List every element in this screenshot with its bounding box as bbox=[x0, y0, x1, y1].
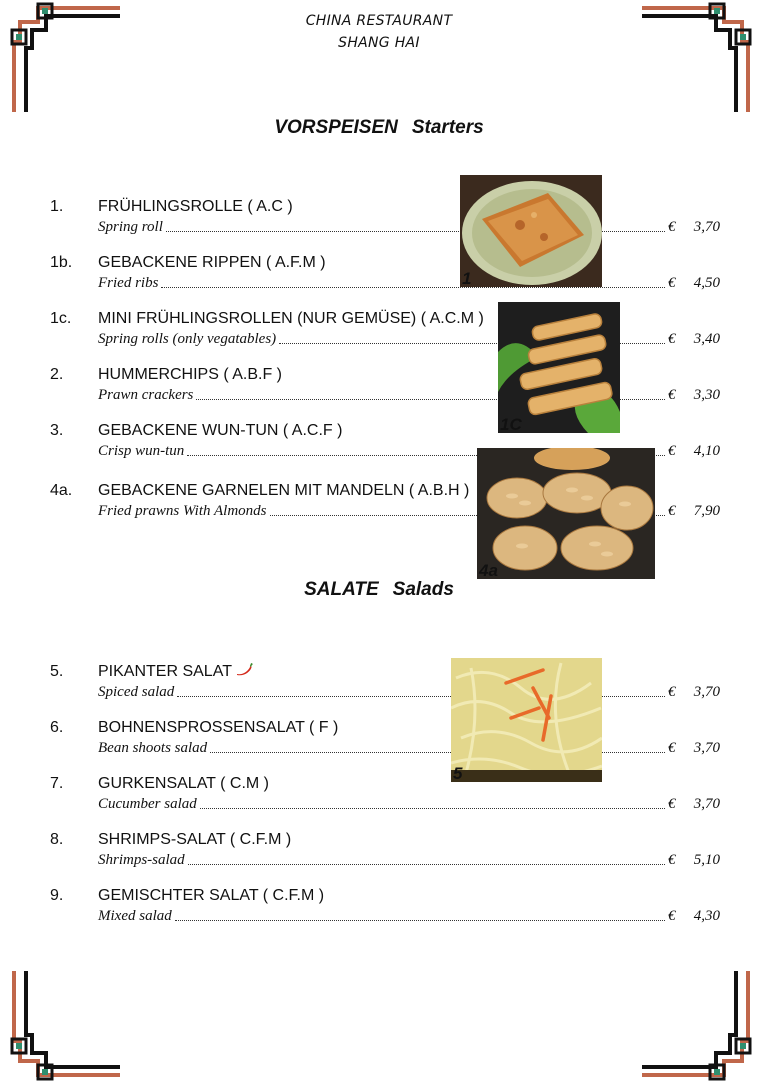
item-number: 5. bbox=[50, 663, 64, 680]
price-value: 3,70 bbox=[693, 219, 720, 235]
item-name-de: GEBACKENE GARNELEN MIT MANDELN ( A.B.H ) bbox=[98, 482, 470, 499]
item-name-de: GEBACKENE WUN-TUN ( A.C.F ) bbox=[98, 422, 343, 439]
photo-mini-spring-rolls bbox=[498, 302, 620, 433]
menu-item bbox=[50, 719, 720, 763]
dot-leader bbox=[188, 864, 665, 865]
price-value: 4,30 bbox=[693, 908, 720, 924]
currency-symbol: € bbox=[668, 852, 676, 868]
price-value: 4,10 bbox=[693, 443, 720, 459]
item-name-de-text: PIKANTER SALAT bbox=[98, 663, 232, 680]
item-number: 6. bbox=[50, 719, 64, 736]
menu-item bbox=[50, 775, 720, 819]
restaurant-name-line1: CHINA RESTAURANT bbox=[305, 13, 453, 29]
photo-fried-prawns bbox=[477, 448, 655, 579]
item-price bbox=[668, 740, 720, 757]
item-price bbox=[668, 331, 720, 348]
photo-label: 4a bbox=[479, 561, 498, 579]
item-price bbox=[668, 684, 720, 701]
currency-symbol: € bbox=[668, 908, 676, 924]
item-price bbox=[668, 908, 720, 925]
dot-leader bbox=[200, 808, 665, 809]
currency-symbol: € bbox=[668, 275, 676, 291]
item-name-de bbox=[98, 663, 253, 681]
item-price bbox=[668, 443, 720, 460]
menu-item bbox=[50, 254, 720, 298]
menu-item bbox=[50, 198, 720, 242]
item-name-en: Spiced salad bbox=[98, 684, 175, 700]
item-name-de: MINI FRÜHLINGSROLLEN (NUR GEMÜSE) ( A.C.M ) bbox=[98, 310, 484, 327]
item-name-en: Prawn crackers bbox=[98, 387, 194, 403]
mini-spring-rolls-image bbox=[498, 302, 620, 433]
item-name-en: Mixed salad bbox=[98, 908, 172, 924]
item-number: 9. bbox=[50, 887, 64, 904]
currency-symbol: € bbox=[668, 503, 676, 519]
price-value: 3,70 bbox=[693, 796, 720, 812]
item-number: 2. bbox=[50, 366, 64, 383]
currency-symbol: € bbox=[668, 331, 676, 347]
item-price bbox=[668, 387, 720, 404]
item-price bbox=[668, 275, 720, 292]
restaurant-name bbox=[0, 10, 758, 54]
fried-prawns-image bbox=[477, 448, 655, 579]
price-value: 3,70 bbox=[693, 684, 720, 700]
menu-item bbox=[50, 831, 720, 875]
item-name-en: Shrimps-salad bbox=[98, 852, 185, 868]
corner-ornament-bottom-left bbox=[8, 961, 128, 1081]
item-name-en: Fried ribs bbox=[98, 275, 159, 291]
section-title-de: VORSPEISEN bbox=[274, 117, 398, 138]
item-name-de: FRÜHLINGSROLLE ( A.C ) bbox=[98, 198, 293, 215]
section-title-salads bbox=[0, 579, 758, 601]
item-name-en: Spring rolls (only vegatables) bbox=[98, 331, 277, 347]
item-number: 3. bbox=[50, 422, 64, 439]
price-value: 3,70 bbox=[693, 740, 720, 756]
item-name-de: BOHNENSPROSSENSALAT ( F ) bbox=[98, 719, 339, 736]
chili-pepper-icon bbox=[235, 663, 253, 677]
spring-roll-image bbox=[460, 175, 602, 287]
item-number: 1b. bbox=[50, 254, 73, 271]
item-price bbox=[668, 219, 720, 236]
item-price bbox=[668, 796, 720, 813]
item-name-en: Crisp wun-tun bbox=[98, 443, 185, 459]
photo-label: 5 bbox=[453, 764, 463, 782]
dot-leader bbox=[161, 287, 665, 288]
section-title-starters bbox=[0, 117, 758, 139]
restaurant-name-line2: SHANG HAI bbox=[338, 35, 420, 51]
currency-symbol: € bbox=[668, 443, 676, 459]
photo-spring-roll bbox=[460, 175, 602, 287]
item-name-en: Cucumber salad bbox=[98, 796, 197, 812]
photo-spiced-salad bbox=[451, 658, 602, 782]
menu-item bbox=[50, 887, 720, 931]
dot-leader bbox=[175, 920, 665, 921]
photo-label: 1C bbox=[500, 415, 522, 433]
price-value: 3,30 bbox=[693, 387, 720, 403]
section-title-en: Salads bbox=[392, 579, 454, 600]
currency-symbol: € bbox=[668, 796, 676, 812]
price-value: 7,90 bbox=[693, 503, 720, 519]
currency-symbol: € bbox=[668, 684, 676, 700]
price-value: 4,50 bbox=[693, 275, 720, 291]
item-name-en: Spring roll bbox=[98, 219, 163, 235]
price-value: 3,40 bbox=[693, 331, 720, 347]
section-title-en: Starters bbox=[411, 117, 484, 138]
spiced-salad-image bbox=[451, 658, 602, 782]
price-value: 5,10 bbox=[693, 852, 720, 868]
item-name-en: Fried prawns With Almonds bbox=[98, 503, 267, 519]
currency-symbol: € bbox=[668, 219, 676, 235]
section-title-de: SALATE bbox=[304, 579, 379, 600]
item-name-en: Bean shoots salad bbox=[98, 740, 208, 756]
corner-ornament-bottom-right bbox=[634, 961, 754, 1081]
item-number: 1c. bbox=[50, 310, 72, 327]
item-number: 4a. bbox=[50, 482, 73, 499]
item-name-de: GEMISCHTER SALAT ( C.F.M ) bbox=[98, 887, 325, 904]
currency-symbol: € bbox=[668, 387, 676, 403]
item-name-de: GURKENSALAT ( C.M ) bbox=[98, 775, 269, 792]
menu-item bbox=[50, 663, 720, 707]
item-number: 7. bbox=[50, 775, 64, 792]
item-number: 1. bbox=[50, 198, 64, 215]
item-price bbox=[668, 503, 720, 520]
photo-label: 1 bbox=[462, 269, 472, 287]
item-name-de: GEBACKENE RIPPEN ( A.F.M ) bbox=[98, 254, 326, 271]
item-price bbox=[668, 852, 720, 869]
currency-symbol: € bbox=[668, 740, 676, 756]
item-name-de: HUMMERCHIPS ( A.B.F ) bbox=[98, 366, 283, 383]
item-number: 8. bbox=[50, 831, 64, 848]
item-name-de: SHRIMPS-SALAT ( C.F.M ) bbox=[98, 831, 292, 848]
